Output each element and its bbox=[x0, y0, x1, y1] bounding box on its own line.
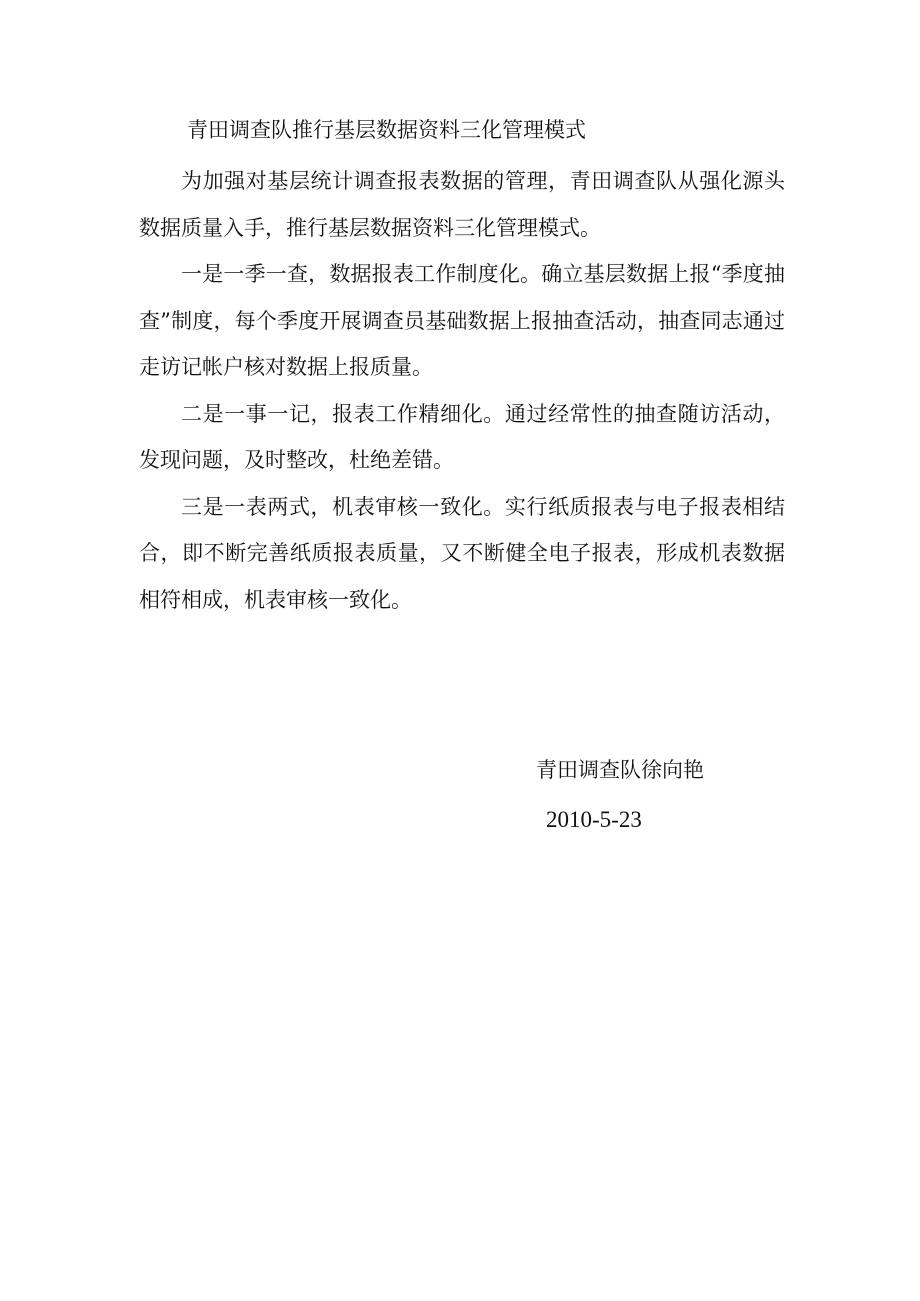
paragraph-intro: 为加强对基层统计调查报表数据的管理，青田调查队从强化源头数据质量入手，推行基层数据资料三化管理模式。 bbox=[139, 169, 785, 240]
document-body bbox=[139, 158, 785, 623]
author-signature: 青田调查队徐向艳 bbox=[536, 758, 704, 782]
paragraph-point-three: 三是一表两式，机表审核一致化。实行纸质报表与电子报表相结合，即不断完善纸质报表质量，又不断健全电子报表，形成机表数据相符相成，机表审核一致化。 bbox=[139, 494, 785, 612]
paragraph-point-two: 二是一事一记，报表工作精细化。通过经常性的抽查随访活动，发现问题，及时整改，杜绝差错。 bbox=[139, 401, 785, 472]
document-title: 青田调查队推行基层数据资料三化管理模式 bbox=[187, 118, 586, 142]
paragraph-point-one: 一是一季一查，数据报表工作制度化。确立基层数据上报“季度抽查”制度，每个季度开展调查员基础数据上报抽查活动，抽查同志通过走访记帐户核对数据上报质量。 bbox=[139, 262, 785, 379]
document-date: 2010-5-23 bbox=[546, 807, 642, 832]
